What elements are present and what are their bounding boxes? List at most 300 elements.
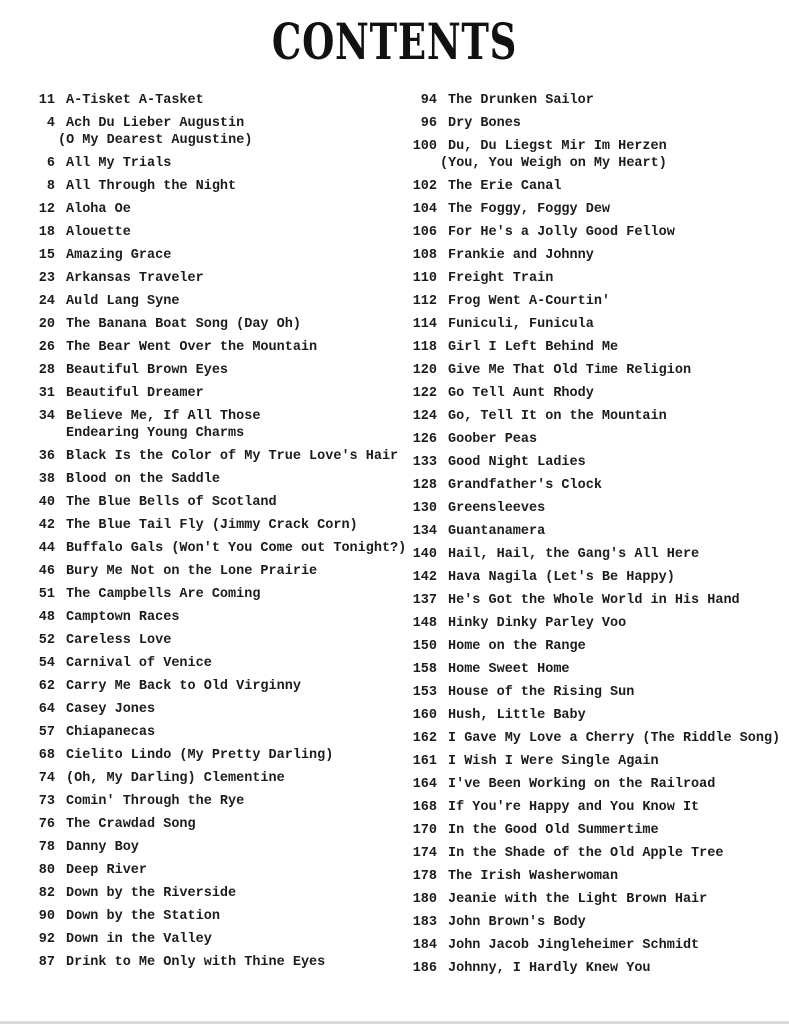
toc-entry [398, 178, 782, 195]
toc-entry-title: Cielito Lindo (My Pretty Darling) [66, 748, 334, 763]
toc-entry-page-number: 134 [412, 524, 437, 539]
toc-entry-title: A-Tisket A-Tasket [66, 93, 204, 108]
toc-entry-page-number: 160 [412, 708, 437, 723]
toc-entry [398, 776, 782, 793]
toc-entry-title-wrap [448, 92, 782, 109]
toc-entry-title-wrap [448, 799, 782, 816]
toc-entry-page-number: 28 [38, 363, 55, 378]
toc-entry-title-wrap [448, 707, 782, 724]
toc-entry-title: Comin' Through the Rye [66, 794, 245, 809]
toc-entry-title-wrap [66, 701, 416, 718]
toc-entry-title: Go, Tell It on the Mountain [448, 409, 667, 424]
toc-entry [16, 839, 416, 856]
toc-entry [16, 862, 416, 879]
toc-entry-title-wrap [448, 454, 782, 471]
toc-entry-page-number: 100 [412, 139, 437, 154]
toc-entry-page-number: 92 [38, 932, 55, 947]
toc-entry-title-line2: Endearing Young Charms [66, 426, 245, 441]
toc-entry [398, 891, 782, 908]
toc-entry [398, 408, 782, 425]
toc-entry [16, 408, 416, 442]
toc-entry-page-number: 164 [412, 777, 437, 792]
toc-entry-title-wrap [448, 937, 782, 954]
toc-entry-title: Dry Bones [448, 116, 521, 131]
toc-entry-page-number: 23 [38, 271, 55, 286]
toc-entry-title-wrap [448, 247, 782, 264]
toc-entry-title: In the Good Old Summertime [448, 823, 659, 838]
toc-entry-title: Down in the Valley [66, 932, 212, 947]
toc-entry-title-wrap [66, 155, 416, 172]
toc-entry [398, 247, 782, 264]
toc-entry-page-number: 124 [412, 409, 437, 424]
toc-entry-title-wrap [448, 431, 782, 448]
toc-entry-title-wrap [448, 500, 782, 517]
toc-entry [398, 845, 782, 862]
toc-entry [398, 362, 782, 379]
toc-entry-title: Buffalo Gals (Won't You Come out Tonight?) [66, 541, 407, 556]
toc-entry-title-wrap [66, 632, 416, 649]
toc-entry-title-wrap [66, 385, 416, 402]
toc-entry [398, 546, 782, 563]
toc-entry-page-number: 51 [38, 587, 55, 602]
toc-entry [398, 569, 782, 586]
toc-entry [16, 178, 416, 195]
toc-entry-title: Deep River [66, 863, 148, 878]
toc-entry [398, 730, 782, 747]
toc-entry-page-number: 118 [412, 340, 437, 355]
toc-entry [398, 454, 782, 471]
toc-entry [16, 201, 416, 218]
toc-entry-title-wrap [66, 839, 416, 856]
toc-entry-title-wrap [448, 684, 782, 701]
toc-entry-title: The Bear Went Over the Mountain [66, 340, 318, 355]
toc-entry [398, 224, 782, 241]
toc-entry-page-number: 64 [38, 702, 55, 717]
toc-entry-title: Down by the Riverside [66, 886, 237, 901]
toc-entry [16, 816, 416, 833]
toc-entry-title: John Jacob Jingleheimer Schmidt [448, 938, 700, 953]
toc-entry-title-wrap [448, 316, 782, 333]
toc-entry-title-wrap [448, 178, 782, 195]
toc-entry-page-number: 40 [38, 495, 55, 510]
toc-entry-title: I Gave My Love a Cherry (The Riddle Song) [448, 731, 781, 746]
toc-entry-page-number: 104 [412, 202, 437, 217]
toc-entry-title-wrap [448, 960, 782, 977]
toc-entry [398, 592, 782, 609]
toc-entry [16, 678, 416, 695]
toc-entry-title: In the Shade of the Old Apple Tree [448, 846, 724, 861]
toc-entry-title: John Brown's Body [448, 915, 586, 930]
toc-entry [398, 707, 782, 724]
toc-entry-title: Bury Me Not on the Lone Prairie [66, 564, 318, 579]
toc-entry-title: Girl I Left Behind Me [448, 340, 619, 355]
toc-entry [398, 270, 782, 287]
toc-entry [16, 885, 416, 902]
toc-entry-title-wrap [448, 201, 782, 218]
toc-entry-page-number: 46 [38, 564, 55, 579]
toc-entry-page-number: 12 [38, 202, 55, 217]
toc-entry-title-wrap [58, 115, 416, 149]
toc-entry-page-number: 8 [46, 179, 55, 194]
toc-entry-title-wrap [66, 201, 416, 218]
toc-entry [398, 937, 782, 954]
toc-entry-title-wrap [448, 408, 782, 425]
toc-entry [398, 115, 782, 132]
toc-entry-page-number: 68 [38, 748, 55, 763]
toc-entry [398, 201, 782, 218]
toc-entry-title-wrap [66, 862, 416, 879]
toc-entry-page-number: 142 [412, 570, 437, 585]
toc-entry-title-line2: (You, You Weigh on My Heart) [440, 156, 667, 171]
toc-entry-page-number: 54 [38, 656, 55, 671]
toc-entry-title: Hail, Hail, the Gang's All Here [448, 547, 700, 562]
toc-entry-title: The Campbells Are Coming [66, 587, 261, 602]
toc-entry-title-wrap [66, 247, 416, 264]
toc-entry [16, 655, 416, 672]
toc-entry-page-number: 73 [38, 794, 55, 809]
toc-entry-title: Down by the Station [66, 909, 220, 924]
toc-entry [16, 517, 416, 534]
toc-entry [16, 563, 416, 580]
toc-entry [398, 477, 782, 494]
toc-entry-title: Believe Me, If All Those [66, 409, 261, 424]
toc-entry-page-number: 6 [46, 156, 55, 171]
toc-entry-title-wrap [448, 362, 782, 379]
toc-entry-page-number: 140 [412, 547, 437, 562]
toc-entry-title: I Wish I Were Single Again [448, 754, 659, 769]
toc-entry-page-number: 178 [412, 869, 437, 884]
toc-entry-page-number: 137 [412, 593, 437, 608]
toc-entry [398, 431, 782, 448]
toc-entry-page-number: 94 [420, 93, 437, 108]
toc-column-left [16, 92, 416, 977]
toc-entry [16, 793, 416, 810]
toc-entry-title-wrap [66, 770, 416, 787]
toc-entry-title: He's Got the Whole World in His Hand [448, 593, 740, 608]
toc-entry-title: The Blue Tail Fly (Jimmy Crack Corn) [66, 518, 358, 533]
toc-entry-page-number: 15 [38, 248, 55, 263]
toc-entry [16, 908, 416, 925]
toc-entry-title-wrap [66, 494, 416, 511]
toc-entry [398, 500, 782, 517]
toc-entry [398, 661, 782, 678]
toc-entry-page-number: 162 [412, 731, 437, 746]
toc-entry-title-wrap [448, 638, 782, 655]
toc-entry-title: The Erie Canal [448, 179, 562, 194]
toc-entry-title-wrap [66, 448, 416, 465]
toc-entry-title: Beautiful Brown Eyes [66, 363, 229, 378]
toc-entry-page-number: 76 [38, 817, 55, 832]
toc-entry-title-wrap [66, 339, 416, 356]
toc-entry-title-wrap [66, 586, 416, 603]
toc-entry-page-number: 87 [38, 955, 55, 970]
toc-entry-page-number: 48 [38, 610, 55, 625]
toc-entry-title: The Banana Boat Song (Day Oh) [66, 317, 301, 332]
toc-entry-title: Go Tell Aunt Rhody [448, 386, 594, 401]
toc-entry [398, 638, 782, 655]
toc-entry-title-wrap [448, 661, 782, 678]
toc-entry-page-number: 52 [38, 633, 55, 648]
toc-entry-title-wrap [448, 592, 782, 609]
toc-entry-title: The Crawdad Song [66, 817, 196, 832]
toc-entry-title-wrap [448, 385, 782, 402]
toc-entry [16, 632, 416, 649]
toc-entry-title: Carnival of Venice [66, 656, 212, 671]
toc-entry-page-number: 26 [38, 340, 55, 355]
toc-entry-title-wrap [448, 477, 782, 494]
toc-entry-title: Johnny, I Hardly Knew You [448, 961, 651, 976]
toc-entry [398, 316, 782, 333]
toc-entry-title-line2: (O My Dearest Augustine) [58, 133, 253, 148]
toc-entry [16, 747, 416, 764]
toc-entry-title-wrap [448, 339, 782, 356]
toc-entry [398, 868, 782, 885]
toc-entry-page-number: 90 [38, 909, 55, 924]
toc-entry-page-number: 130 [412, 501, 437, 516]
toc-entry-page-number: 4 [46, 116, 55, 131]
toc-entry-title: Drink to Me Only with Thine Eyes [66, 955, 326, 970]
toc-entry-page-number: 186 [412, 961, 437, 976]
toc-entry-page-number: 180 [412, 892, 437, 907]
toc-entry [398, 615, 782, 632]
toc-entry [16, 92, 416, 109]
toc-entry-title: Funiculi, Funicula [448, 317, 594, 332]
toc-entry-title-wrap [66, 316, 416, 333]
toc-entry-title: Black Is the Color of My True Love's Hair [66, 449, 399, 464]
toc-entry [16, 155, 416, 172]
toc-entry-page-number: 38 [38, 472, 55, 487]
toc-entry [16, 293, 416, 310]
toc-entry-page-number: 122 [412, 386, 437, 401]
toc-entry-title-wrap [66, 747, 416, 764]
toc-entry-title: The Drunken Sailor [448, 93, 594, 108]
toc-entry-title-wrap [66, 678, 416, 695]
toc-entry-title: Goober Peas [448, 432, 538, 447]
toc-entry-title: Camptown Races [66, 610, 180, 625]
toc-entry [16, 724, 416, 741]
toc-entry-title: Arkansas Traveler [66, 271, 204, 286]
toc-entry-title: Danny Boy [66, 840, 139, 855]
toc-entry-page-number: 108 [412, 248, 437, 263]
toc-entry-title: Frog Went A-Courtin' [448, 294, 611, 309]
toc-entry [398, 822, 782, 839]
toc-entry-title: The Foggy, Foggy Dew [448, 202, 611, 217]
toc-entry-title: Guantanamera [448, 524, 546, 539]
toc-entry-title: Home Sweet Home [448, 662, 570, 677]
toc-entry-page-number: 184 [412, 938, 437, 953]
toc-entry-title-wrap [448, 730, 782, 747]
toc-entry-title-wrap [66, 954, 416, 971]
toc-entry-title-wrap [66, 609, 416, 626]
toc-entry [16, 448, 416, 465]
toc-entry-title: The Blue Bells of Scotland [66, 495, 277, 510]
toc-entry-title-wrap [448, 845, 782, 862]
toc-entry-page-number: 148 [412, 616, 437, 631]
toc-entry-title: Aloha Oe [66, 202, 131, 217]
toc-entry [398, 138, 782, 172]
toc-entry-title-wrap [66, 471, 416, 488]
toc-entry-page-number: 102 [412, 179, 437, 194]
toc-entry [398, 799, 782, 816]
toc-entry-page-number: 24 [38, 294, 55, 309]
toc-entry-title-wrap [448, 270, 782, 287]
toc-entry-title: Beautiful Dreamer [66, 386, 204, 401]
toc-entry-page-number: 31 [38, 386, 55, 401]
toc-entry-page-number: 36 [38, 449, 55, 464]
toc-entry-page-number: 120 [412, 363, 437, 378]
toc-entry-title-wrap [66, 178, 416, 195]
toc-entry [16, 701, 416, 718]
toc-entry-title-wrap [66, 92, 416, 109]
toc-entry-page-number: 150 [412, 639, 437, 654]
toc-entry-title-wrap [448, 546, 782, 563]
toc-entry-page-number: 161 [412, 754, 437, 769]
toc-entry-title-wrap [66, 724, 416, 741]
toc-entry-page-number: 106 [412, 225, 437, 240]
toc-entry-page-number: 110 [412, 271, 437, 286]
page-title: CONTENTS [271, 12, 518, 71]
toc-entry-page-number: 96 [420, 116, 437, 131]
toc-entry-page-number: 20 [38, 317, 55, 332]
toc-entry-title: (Oh, My Darling) Clementine [66, 771, 285, 786]
toc-entry-title-wrap [66, 563, 416, 580]
toc-entry [16, 954, 416, 971]
toc-entry [16, 316, 416, 333]
toc-entry-title: Frankie and Johnny [448, 248, 594, 263]
toc-entry-title-wrap [66, 362, 416, 379]
toc-entry [16, 385, 416, 402]
toc-entry-title-wrap [66, 293, 416, 310]
toc-entry-page-number: 11 [38, 93, 55, 108]
toc-entry [16, 270, 416, 287]
toc-entry-title: Carry Me Back to Old Virginny [66, 679, 301, 694]
toc-entry-title: Auld Lang Syne [66, 294, 180, 309]
toc-entry-page-number: 18 [38, 225, 55, 240]
toc-entry-title: Good Night Ladies [448, 455, 586, 470]
toc-entry-title: Grandfather's Clock [448, 478, 602, 493]
toc-entry [16, 931, 416, 948]
toc-entry-title: Chiapanecas [66, 725, 156, 740]
toc-entry-page-number: 128 [412, 478, 437, 493]
toc-entry-title-wrap [448, 891, 782, 908]
toc-entry-title: Blood on the Saddle [66, 472, 220, 487]
toc-entry-page-number: 82 [38, 886, 55, 901]
toc-entry-title: Give Me That Old Time Religion [448, 363, 692, 378]
toc-entry-page-number: 183 [412, 915, 437, 930]
toc-entry [16, 362, 416, 379]
toc-entry-title: Hush, Little Baby [448, 708, 586, 723]
toc-entry-title-wrap [448, 293, 782, 310]
toc-entry-page-number: 158 [412, 662, 437, 677]
toc-entry [16, 770, 416, 787]
toc-entry-title: Freight Train [448, 271, 554, 286]
toc-entry-title: Home on the Range [448, 639, 586, 654]
toc-entry-page-number: 78 [38, 840, 55, 855]
toc-entry-title-wrap [66, 793, 416, 810]
toc-entry-title-wrap [440, 138, 782, 172]
toc-entry-title: Hava Nagila (Let's Be Happy) [448, 570, 675, 585]
toc-entry [398, 339, 782, 356]
toc-entry-title-wrap [448, 868, 782, 885]
toc-entry-title-wrap [66, 908, 416, 925]
toc-entry [398, 753, 782, 770]
toc-entry-title-wrap [448, 224, 782, 241]
toc-entry-title-wrap [66, 408, 416, 442]
toc-entry-title: Hinky Dinky Parley Voo [448, 616, 627, 631]
toc-entry-title-wrap [66, 885, 416, 902]
toc-entry-page-number: 42 [38, 518, 55, 533]
toc-entry-title-wrap [448, 523, 782, 540]
toc-entry [398, 92, 782, 109]
toc-entry-page-number: 80 [38, 863, 55, 878]
toc-entry-title: If You're Happy and You Know It [448, 800, 700, 815]
toc-entry-title: For He's a Jolly Good Fellow [448, 225, 675, 240]
toc-entry-title: The Irish Washerwoman [448, 869, 619, 884]
toc-entry-title-wrap [448, 615, 782, 632]
toc-entry-title-wrap [448, 776, 782, 793]
toc-entry [398, 960, 782, 977]
toc-column-right [398, 92, 782, 983]
toc-entry-title: All My Trials [66, 156, 172, 171]
toc-entry-title-wrap [66, 517, 416, 534]
toc-entry [398, 385, 782, 402]
toc-entry-title: Du, Du Liegst Mir Im Herzen [448, 139, 667, 154]
toc-entry [398, 684, 782, 701]
toc-entry [16, 586, 416, 603]
toc-entry-page-number: 114 [412, 317, 437, 332]
toc-entry [16, 471, 416, 488]
toc-entry-title: Careless Love [66, 633, 172, 648]
toc-entry-title: Jeanie with the Light Brown Hair [448, 892, 708, 907]
toc-entry-title-wrap [448, 115, 782, 132]
toc-entry-title: Alouette [66, 225, 131, 240]
toc-entry-page-number: 112 [412, 294, 437, 309]
toc-entry-page-number: 170 [412, 823, 437, 838]
toc-entry [16, 115, 416, 149]
toc-entry-page-number: 174 [412, 846, 437, 861]
toc-entry-page-number: 34 [38, 409, 55, 424]
toc-entry-title-wrap [66, 931, 416, 948]
toc-entry-page-number: 44 [38, 541, 55, 556]
toc-entry [16, 494, 416, 511]
toc-entry [398, 523, 782, 540]
toc-entry-page-number: 62 [38, 679, 55, 694]
toc-entry-title: Amazing Grace [66, 248, 172, 263]
toc-entry-title-wrap [66, 224, 416, 241]
toc-entry [16, 540, 416, 557]
toc-entry-title-wrap [448, 822, 782, 839]
toc-entry-title-wrap [66, 540, 416, 557]
toc-entry-title: Casey Jones [66, 702, 156, 717]
toc-entry-title-wrap [448, 753, 782, 770]
toc-entry [398, 293, 782, 310]
toc-entry-title-wrap [448, 569, 782, 586]
toc-entry-page-number: 133 [412, 455, 437, 470]
toc-entry-page-number: 153 [412, 685, 437, 700]
toc-entry [398, 914, 782, 931]
toc-entry-page-number: 126 [412, 432, 437, 447]
toc-entry [16, 247, 416, 264]
toc-entry-page-number: 57 [38, 725, 55, 740]
toc-entry [16, 224, 416, 241]
toc-entry-title: House of the Rising Sun [448, 685, 635, 700]
toc-entry [16, 339, 416, 356]
toc-entry-page-number: 74 [38, 771, 55, 786]
toc-entry-title-wrap [66, 270, 416, 287]
toc-entry-title: Ach Du Lieber Augustin [66, 116, 245, 131]
toc-entry-title-wrap [448, 914, 782, 931]
toc-entry-title-wrap [66, 655, 416, 672]
